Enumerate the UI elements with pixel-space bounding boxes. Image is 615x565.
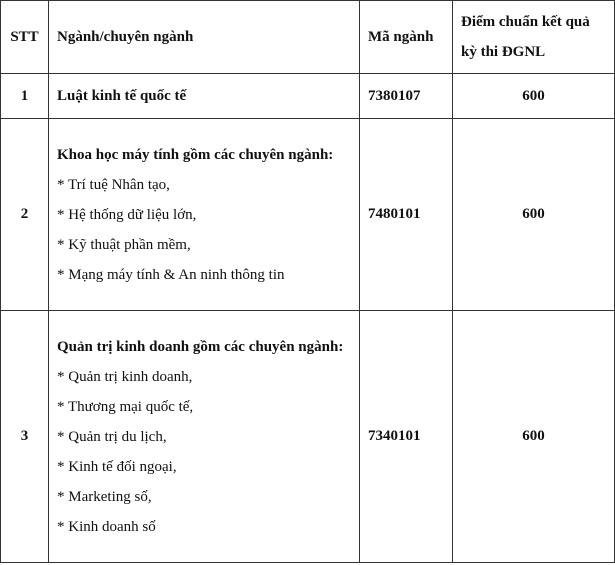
header-major: Ngành/chuyên ngành [49, 1, 360, 74]
specialization-item: * Mạng máy tính & An ninh thông tin [57, 266, 285, 283]
major-title: Khoa học máy tính gồm các chuyên ngành: [57, 146, 334, 163]
major-title: Quản trị kinh doanh gồm các chuyên ngành: [57, 338, 344, 355]
specialization-item: * Thương mại quốc tế, [57, 398, 194, 415]
cell-score: 600 [453, 119, 615, 311]
cell-code: 7340101 [360, 311, 453, 563]
cell-score: 600 [453, 311, 615, 563]
table-row [1, 119, 615, 311]
header-score: Điểm chuẩn kết quả kỳ thi ĐGNL [453, 1, 615, 74]
cell-major [49, 311, 360, 563]
specialization-item: * Kinh doanh số [57, 518, 156, 535]
cell-stt: 3 [1, 311, 49, 563]
specialization-item: * Kỹ thuật phần mềm, [57, 236, 191, 253]
specialization-item: * Kinh tế đối ngoại, [57, 458, 177, 475]
specialization-item: * Quản trị kinh doanh, [57, 368, 193, 385]
specialization-item: * Quản trị du lịch, [57, 428, 167, 445]
header-code: Mã ngành [360, 1, 453, 74]
table-row [1, 311, 615, 563]
cell-stt: 1 [1, 74, 49, 119]
cell-score: 600 [453, 74, 615, 119]
header-stt: STT [1, 1, 49, 74]
table-header-row [1, 1, 615, 74]
cell-stt: 2 [1, 119, 49, 311]
cell-code: 7480101 [360, 119, 453, 311]
table-row [1, 74, 615, 119]
cell-major [49, 119, 360, 311]
specialization-item: * Hệ thống dữ liệu lớn, [57, 206, 197, 223]
cell-major: Luật kinh tế quốc tế [49, 74, 360, 119]
specialization-item: * Trí tuệ Nhân tạo, [57, 176, 170, 193]
specialization-item: * Marketing số, [57, 488, 152, 505]
cell-code: 7380107 [360, 74, 453, 119]
